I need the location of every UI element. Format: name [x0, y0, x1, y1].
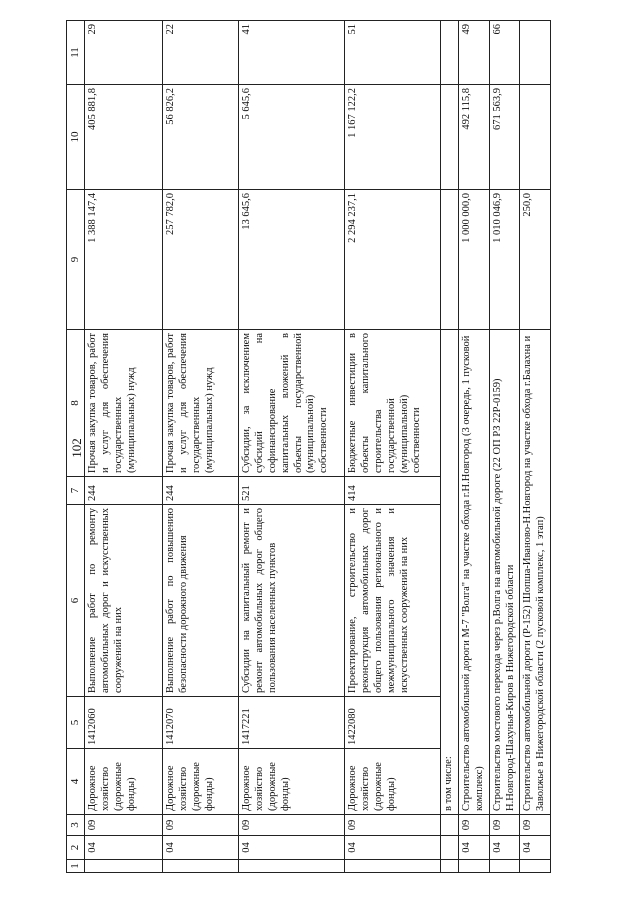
header-cell: 9 [67, 190, 85, 330]
cell-expense-type: 244 [163, 477, 239, 505]
cell-section: 04 [345, 836, 441, 860]
cell-subsection: 09 [520, 815, 551, 836]
cell-value-11: 49 [459, 21, 490, 85]
cell-subsection: 09 [489, 815, 520, 836]
cell-code: 1422080 [345, 697, 441, 749]
cell-section: 04 [459, 836, 490, 860]
cell-value-10: 1 167 122,2 [345, 85, 441, 190]
header-cell: 10 [67, 85, 85, 190]
cell-blank [239, 860, 345, 873]
cell-blank [163, 860, 239, 873]
cell-expense-name: Субсидии, за исключением субсидий на софинансирование капитальных вложений в объекты государственной (муниципальной) собственности [239, 330, 345, 477]
cell-value-11: 22 [163, 21, 239, 85]
cell-blank [489, 860, 520, 873]
cell-project-name: Строительство автомобильной дороги (Р-152) Шопша-Иваново-Н.Новгород на участке обхода г.Балахна и Заволжье в Нижегородской области (2 пусковой комплекс, 1 этап) [520, 330, 551, 815]
cell-value-10: 56 826,2 [163, 85, 239, 190]
cell-value-10: 405 881,8 [85, 85, 163, 190]
cell-subsection: 09 [85, 815, 163, 836]
cell-blank [459, 860, 490, 873]
header-cell: 5 [67, 697, 85, 749]
cell-section: 04 [520, 836, 551, 860]
cell-expense-name: Прочая закупка товаров, работ и услуг для обеспечения государственных (муниципальных) нужд [85, 330, 163, 477]
header-cell: 2 [67, 836, 85, 860]
cell-code: 1412070 [163, 697, 239, 749]
cell-expense-name: Прочая закупка товаров, работ и услуг для обеспечения государственных (муниципальных) нужд [163, 330, 239, 477]
cell-blank [441, 836, 459, 860]
cell-blank [345, 860, 441, 873]
cell-expense-name: Бюджетные инвестиции в объекты капитального строительства государственной (муниципальной) собственности [345, 330, 441, 477]
cell-blank [520, 860, 551, 873]
cell-code: 1417221 [239, 697, 345, 749]
detail-row [459, 21, 490, 873]
cell-value-9: 1 010 046,9 [489, 190, 520, 330]
cell-value-9: 250,0 [520, 190, 551, 330]
table-row [163, 21, 239, 873]
cell-subsection: 09 [345, 815, 441, 836]
cell-code: 1412060 [85, 697, 163, 749]
cell-blank [441, 190, 459, 330]
cell-value-10 [520, 85, 551, 190]
cell-section: 04 [239, 836, 345, 860]
cell-blank [85, 860, 163, 873]
cell-value-10: 492 115,8 [459, 85, 490, 190]
detail-row [489, 21, 520, 873]
cell-value-9: 13 645,6 [239, 190, 345, 330]
page-number: 102 [69, 438, 84, 458]
cell-blank [441, 21, 459, 85]
table-row [85, 21, 163, 873]
cell-subsection: 09 [239, 815, 345, 836]
table-row [239, 21, 345, 873]
cell-expense-type: 414 [345, 477, 441, 505]
header-cell: 7 [67, 477, 85, 505]
cell-section: 04 [163, 836, 239, 860]
cell-value-11: 51 [345, 21, 441, 85]
cell-description: Выполнение работ по повышению безопасности дорожного движения [163, 505, 239, 697]
rotated-page [66, 21, 547, 873]
cell-value-9: 2 294 237,1 [345, 190, 441, 330]
table-row [345, 21, 441, 873]
header-row [67, 21, 85, 873]
cell-value-11: 29 [85, 21, 163, 85]
cell-section: 04 [85, 836, 163, 860]
subtotal-row [441, 21, 459, 873]
cell-blank [441, 815, 459, 836]
header-cell: 4 [67, 749, 85, 815]
cell-value-9: 1 388 147,4 [85, 190, 163, 330]
cell-value-11 [520, 21, 551, 85]
cell-expense-type: 521 [239, 477, 345, 505]
cell-subsection: 09 [163, 815, 239, 836]
cell-section: 04 [489, 836, 520, 860]
budget-table [66, 20, 551, 873]
cell-name: Дорожное хозяйство (дорожные фонды) [239, 749, 345, 815]
cell-value-11: 66 [489, 21, 520, 85]
cell-project-name: Строительство мостового перехода через р.Волга на автомобильной дороге (22 ОП РЗ 22Р-0159) Н.Новгород-Шахунья-Киров в Нижегородской области [489, 330, 520, 815]
cell-value-10: 671 563,9 [489, 85, 520, 190]
header-cell: 8 [67, 330, 85, 477]
cell-description: Выполнение работ по ремонту автомобильных дорог и искусственных сооружений на них [85, 505, 163, 697]
cell-subsection: 09 [459, 815, 490, 836]
header-cell: 6 [67, 505, 85, 697]
cell-blank [441, 85, 459, 190]
cell-value-9: 1 000 000,0 [459, 190, 490, 330]
subtotal-label: в том числе: [441, 330, 459, 815]
cell-description: Субсидии на капитальный ремонт и ремонт автомобильных дорог общего пользования населенных пунктов [239, 505, 345, 697]
cell-value-11: 41 [239, 21, 345, 85]
header-cell: 11 [67, 21, 85, 85]
cell-name: Дорожное хозяйство (дорожные фонды) [85, 749, 163, 815]
cell-description: Проектирование, строительство и реконструкция автомобильных дорог общего пользования регионального и межмуниципального значения и искусственных сооружений на них [345, 505, 441, 697]
cell-value-10: 5 645,6 [239, 85, 345, 190]
header-cell: 3 [67, 815, 85, 836]
cell-expense-type: 244 [85, 477, 163, 505]
cell-name: Дорожное хозяйство (дорожные фонды) [163, 749, 239, 815]
cell-project-name: Строительство автомобильной дороги М-7 "Волга" на участке обхода г.Н.Новгород (3 очередь, 1 пусковой комплекс) [459, 330, 490, 815]
cell-blank [441, 860, 459, 873]
detail-row [520, 21, 551, 873]
header-cell: 1 [67, 860, 85, 873]
cell-name: Дорожное хозяйство (дорожные фонды) [345, 749, 441, 815]
cell-value-9: 257 782,0 [163, 190, 239, 330]
